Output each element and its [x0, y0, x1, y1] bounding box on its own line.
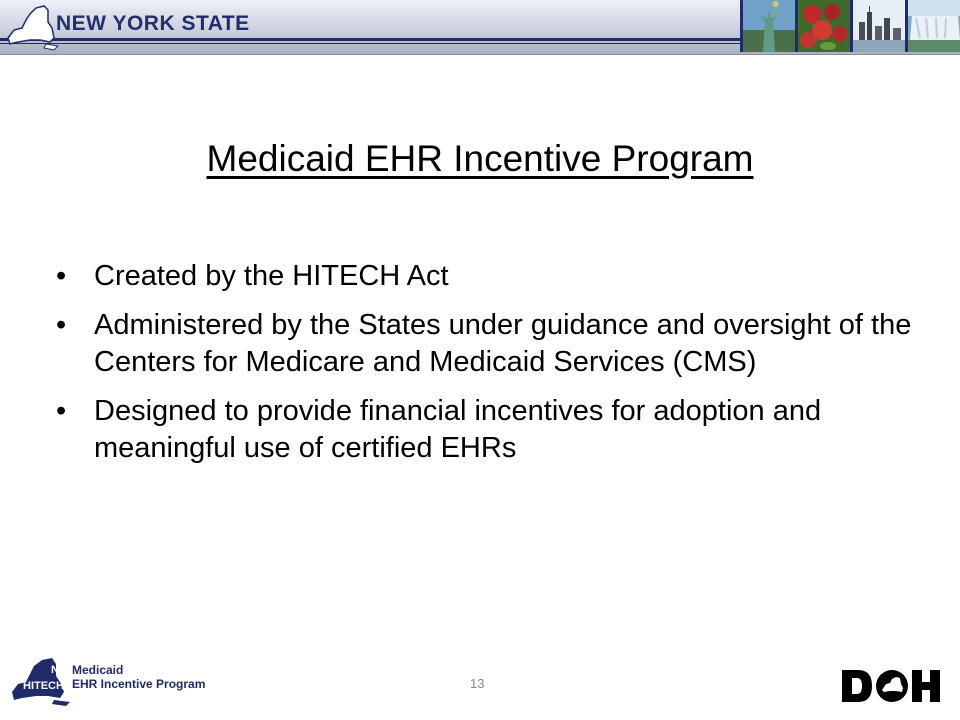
ny-state-map-icon: [0, 0, 60, 54]
bullet-item: • Created by the HITECH Act: [56, 258, 916, 295]
state-name-heading: [56, 12, 250, 36]
footer-line-medicaid: Medicaid: [72, 663, 124, 677]
state-name-part1: NEW YORK: [56, 12, 182, 35]
bullet-list: [56, 258, 916, 479]
ny-hitech-logo-icon: [8, 648, 74, 710]
doh-logo-icon: [840, 666, 944, 706]
statue-of-liberty-photo: [740, 0, 795, 52]
state-name-part2: STATE: [181, 12, 250, 35]
waterfall-photo: [905, 0, 960, 52]
page-number: 13: [470, 676, 485, 691]
slide-title: Medicaid EHR Incentive Program: [206, 138, 754, 179]
bullet-item: • Designed to provide financial incentives for adoption and meaningful use of certified EHRs: [56, 393, 916, 467]
hitech-tag: HITECH: [23, 680, 64, 692]
city-skyline-photo: [850, 0, 905, 52]
footer-line-program: EHR Incentive Program: [72, 677, 206, 691]
apples-photo: [795, 0, 850, 52]
bullet-item: • Administered by the States under guidance and oversight of the Centers for Medicare and Medicaid Services (CMS): [56, 307, 916, 381]
ny-tag: NY: [51, 664, 67, 676]
footer-program-name: [72, 663, 205, 691]
header-banner: [0, 0, 960, 55]
